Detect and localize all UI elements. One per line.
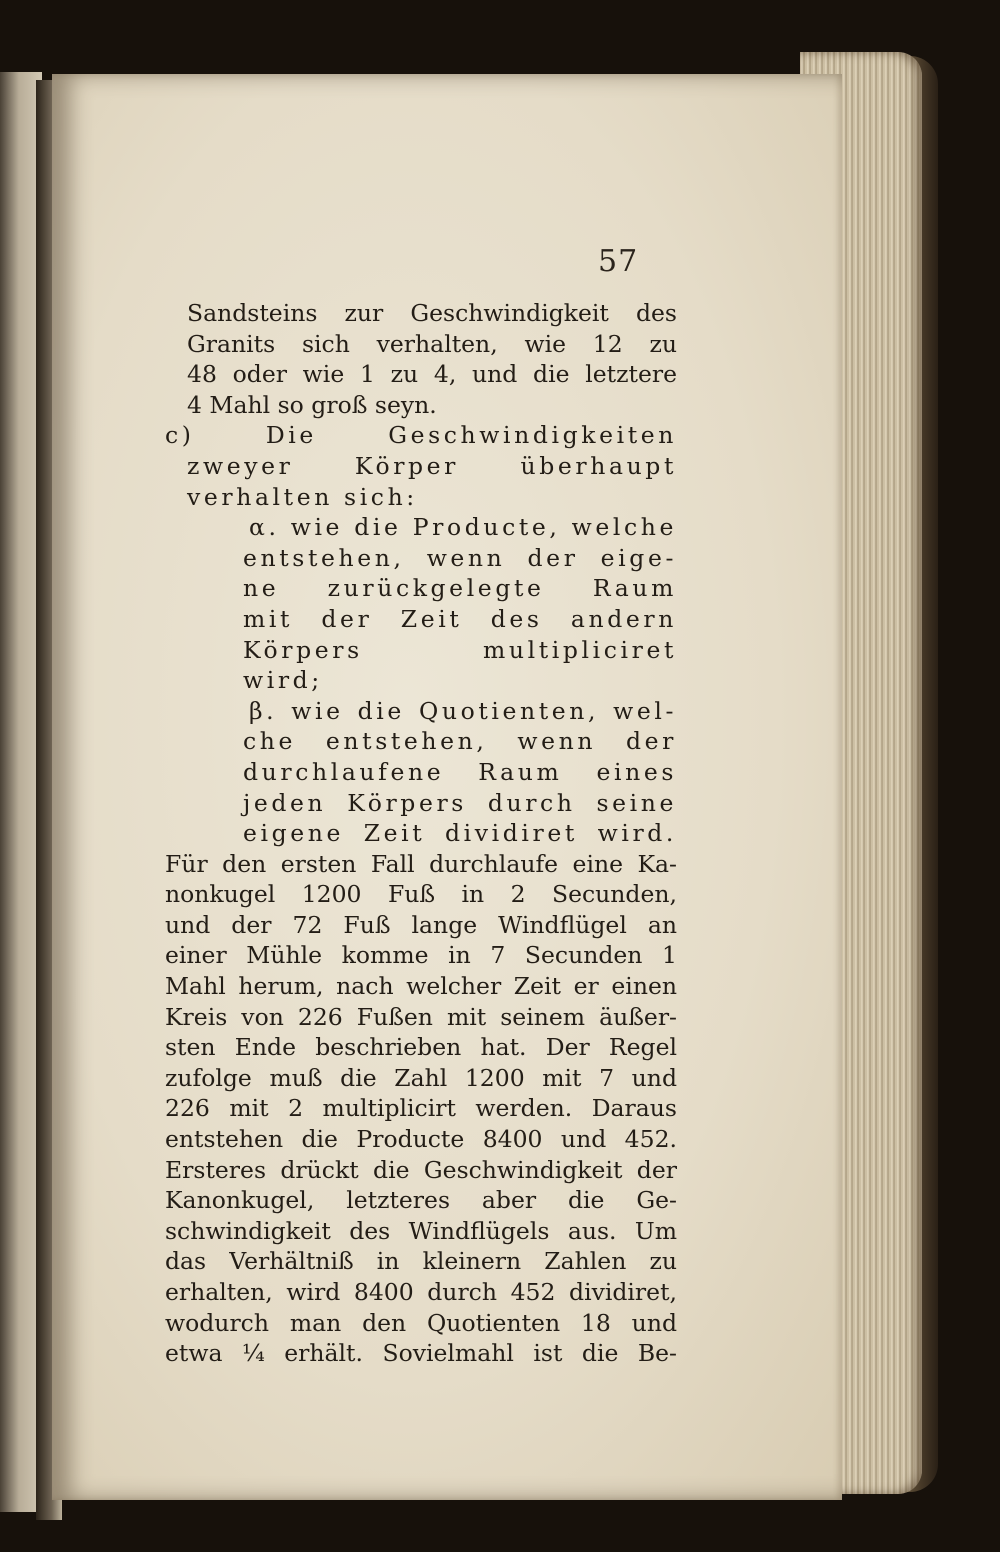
text-line: sten Ende beschrieben hat. Der Regel (165, 1033, 677, 1062)
text-line: Granits sich verhalten, wie 12 zu (187, 329, 677, 358)
text-line: ne zurückgelegte Raum (243, 574, 677, 603)
text-line: einer Mühle komme in 7 Secunden 1 (165, 941, 677, 970)
text-line: jeden Körpers durch seine (243, 788, 677, 817)
text-line: β. wie die Quotienten, wel- (249, 696, 677, 725)
text-line: Für den ersten Fall durchlaufe eine Ka- (165, 849, 677, 878)
text-line: α. wie die Producte, welche (249, 513, 677, 542)
text-line: Kreis von 226 Fußen mit seinem äußer- (165, 1002, 677, 1031)
text-line: verhalten sich: (187, 482, 418, 511)
text-line: das Verhältniß in kleinern Zahlen zu (165, 1247, 677, 1276)
text-line: Sandsteins zur Geschwindigkeit des (187, 299, 677, 327)
text-line: wodurch man den Quotienten 18 und (165, 1308, 677, 1337)
text-line: eigene Zeit dividiret wird. (243, 819, 677, 848)
text-line: che entstehen, wenn der (243, 727, 677, 756)
text-line: 48 oder wie 1 zu 4, und die letztere (187, 360, 677, 389)
text-line: entstehen die Producte 8400 und 452. (165, 1125, 677, 1154)
text-line: schwindigkeit des Windflügels aus. Um (165, 1216, 677, 1245)
text-line: mit der Zeit des andern (243, 604, 677, 633)
text-line: Ersteres drückt die Geschwindigkeit der (165, 1155, 677, 1184)
text-line: etwa ¼ erhält. Sovielmahl ist die Be- (165, 1339, 677, 1368)
page-number: 57 (598, 244, 639, 279)
text-line: zweyer Körper überhaupt (187, 451, 677, 480)
text-line: nonkugel 1200 Fuß in 2 Secunden, (165, 880, 677, 909)
page-text (165, 298, 677, 1369)
text-line: wird; (243, 666, 323, 695)
text-line: 4 Mahl so groß seyn. (187, 390, 437, 419)
text-line: 226 mit 2 multiplicirt werden. Daraus (165, 1094, 677, 1123)
text-line: und der 72 Fuß lange Windflügel an (165, 910, 677, 939)
text-line: Körpers multipliciret (243, 635, 677, 664)
text-line: c) Die Geschwindigkeiten (165, 421, 677, 450)
text-line: Kanonkugel, letzteres aber die Ge- (165, 1186, 677, 1215)
text-line: durchlaufene Raum eines (243, 757, 677, 786)
text-line: entstehen, wenn der eige- (243, 543, 677, 572)
text-line: erhalten, wird 8400 durch 452 dividiret, (165, 1278, 677, 1306)
text-line: zufolge muß die Zahl 1200 mit 7 und (165, 1063, 677, 1092)
text-line: Mahl herum, nach welcher Zeit er einen (165, 972, 677, 1001)
